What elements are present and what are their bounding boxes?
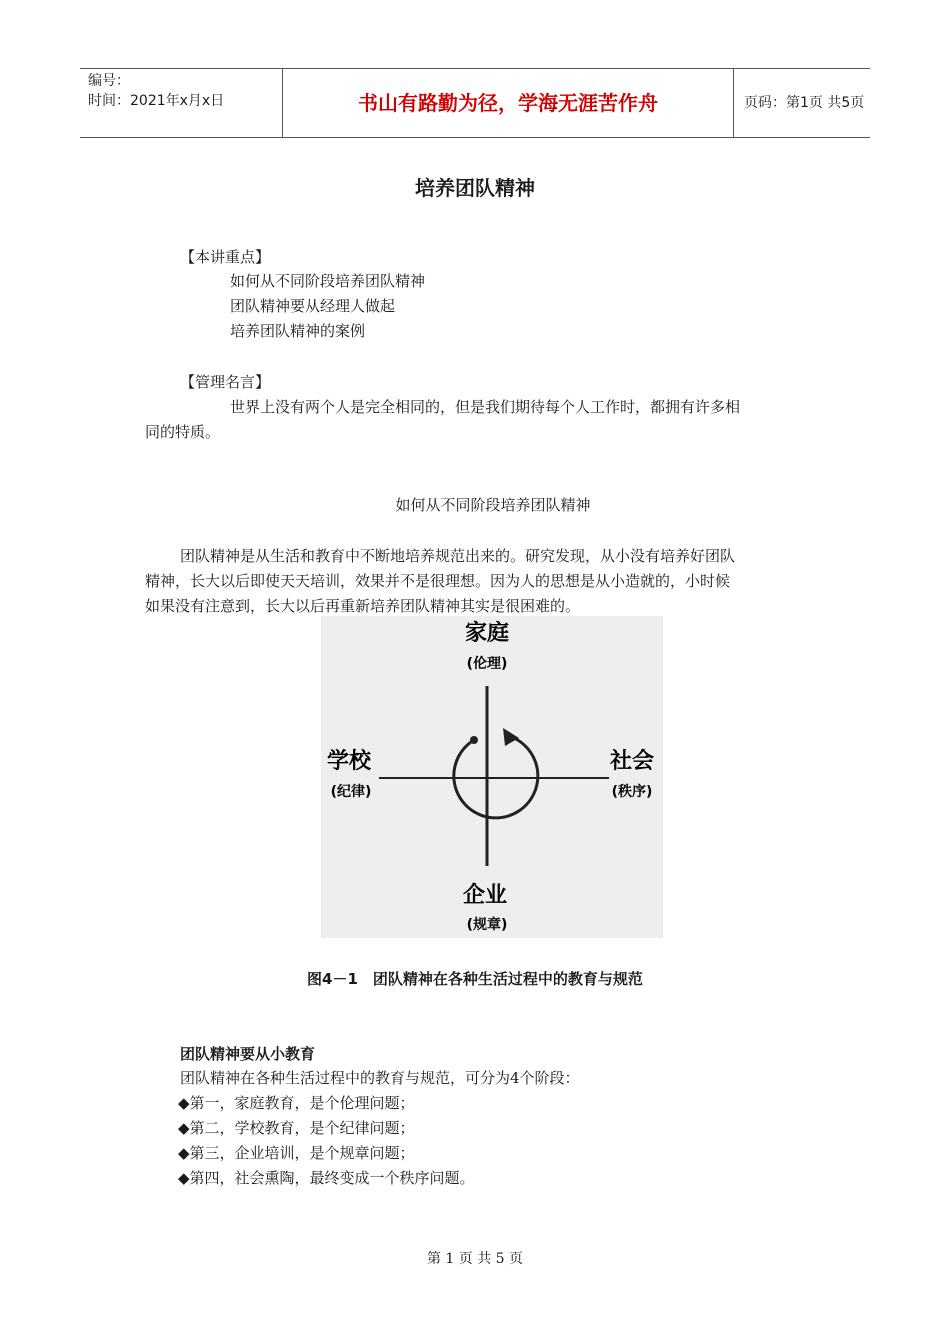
list-item: ◆第一，家庭教育，是个伦理问题； bbox=[178, 1094, 415, 1112]
document-header bbox=[80, 68, 870, 138]
key-point-item: 培养团队精神的案例 bbox=[230, 322, 366, 340]
label-enterprise-sub: (规章) bbox=[466, 917, 508, 933]
doc-time-label: 时间：2021年x月x日 bbox=[88, 93, 225, 109]
team-spirit-diagram bbox=[321, 616, 663, 938]
diagram-svg bbox=[321, 616, 663, 938]
header-motto: 书山有路勤为径，学海无涯苦作舟 bbox=[358, 91, 658, 115]
page-footer: 第 1 页 共 5 页 bbox=[426, 1251, 524, 1267]
header-page-label: 页码：第1页 共5页 bbox=[744, 95, 865, 111]
list-item: ◆第三，企业培训，是个规章问题； bbox=[178, 1144, 415, 1162]
label-society: 社会 bbox=[609, 749, 655, 774]
label-society-sub: (秩序) bbox=[611, 784, 653, 800]
key-point-item: 团队精神要从经理人做起 bbox=[230, 297, 396, 315]
section-heading: 如何从不同阶段培养团队精神 bbox=[395, 496, 591, 514]
header-motto-cell bbox=[282, 69, 734, 137]
paragraph-line: 团队精神是从生活和教育中不断地培养规范出来的。研究发现，从小没有培养好团队 bbox=[180, 547, 736, 565]
page-title: 培养团队精神 bbox=[415, 176, 535, 200]
key-points-heading: 【本讲重点】 bbox=[180, 248, 271, 266]
paragraph-line: 如果没有注意到，长大以后再重新培养团队精神其实是很困难的。 bbox=[145, 597, 581, 615]
label-school: 学校 bbox=[326, 749, 372, 774]
section-heading: 团队精神要从小教育 bbox=[180, 1045, 316, 1063]
paragraph-line: 精神，长大以后即使天天培训，效果并不是很理想。因为人的思想是从小造就的，小时候 bbox=[145, 572, 731, 590]
cycle-arrowhead bbox=[503, 728, 519, 746]
label-enterprise: 企业 bbox=[462, 883, 508, 908]
label-family-sub: (伦理) bbox=[466, 656, 508, 672]
label-family: 家庭 bbox=[464, 621, 510, 646]
cycle-start-dot bbox=[470, 736, 478, 744]
quote-line: 同的特质。 bbox=[145, 423, 221, 441]
cycle-arrow-arc bbox=[454, 736, 538, 818]
doc-number-label: 编号： bbox=[88, 73, 130, 89]
list-item: ◆第四，社会熏陶，最终变成一个秩序问题。 bbox=[178, 1169, 475, 1187]
section-intro: 团队精神在各种生活过程中的教育与规范，可分为4个阶段： bbox=[180, 1069, 580, 1087]
list-item: ◆第二，学校教育，是个纪律问题； bbox=[178, 1119, 415, 1137]
figure-caption: 图4－1 团队精神在各种生活过程中的教育与规范 bbox=[307, 970, 643, 988]
quote-heading: 【管理名言】 bbox=[180, 373, 271, 391]
header-meta bbox=[80, 69, 282, 137]
label-school-sub: (纪律) bbox=[330, 784, 372, 800]
key-point-item: 如何从不同阶段培养团队精神 bbox=[230, 272, 426, 290]
quote-line: 世界上没有两个人是完全相同的，但是我们期待每个人工作时，都拥有许多相 bbox=[230, 398, 741, 416]
